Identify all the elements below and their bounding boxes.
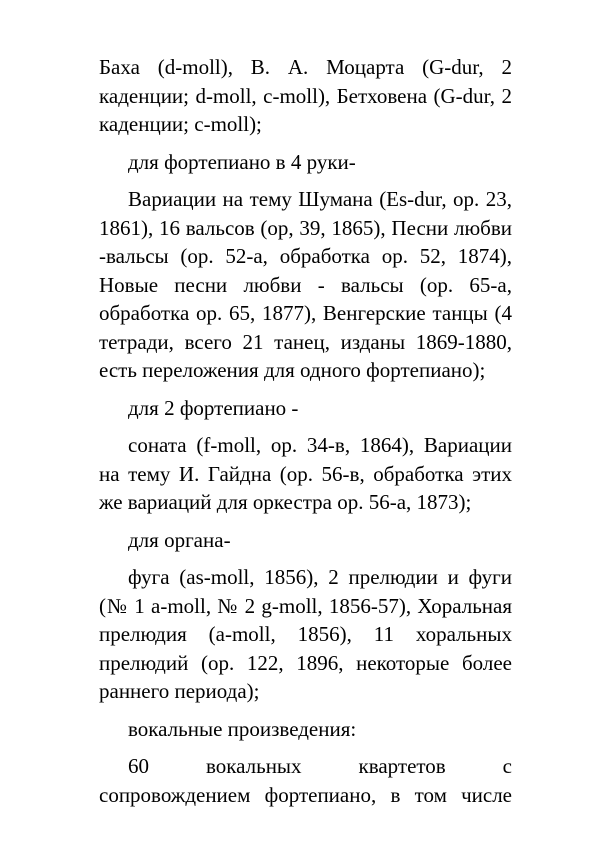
paragraph-organ-works: фуга (as-moll, 1856), 2 прелюдии и фуги (№ 1 a-moll, № 2 g-moll, 1856-57), Хоральная прелюдия (a-moll, 1856), 11 хоральных прелюдий (ор. 122, 1896, некоторые более раннего периода); xyxy=(99,565,512,703)
paragraph-vocal-quartets: 60 вокальных квартетов с сопровождением фортепиано, в том числе xyxy=(99,754,512,807)
document-page xyxy=(99,53,512,809)
heading-piano-four-hands: для фортепиано в 4 руки- xyxy=(128,149,356,174)
heading-organ: для органа- xyxy=(128,527,231,552)
paragraph-two-pianos-works: соната (f-moll, ор. 34-в, 1864), Вариации на тему И. Гайдна (ор. 56-в, обработка этих же вариаций для оркестра ор. 56-а, 1873); xyxy=(99,433,512,514)
heading-vocal-works: вокальные произведения: xyxy=(128,716,357,741)
heading-two-pianos: для 2 фортепиано - xyxy=(128,395,299,420)
paragraph-mozart-beethoven-cadenzas: Баха (d-moll), В. А. Моцарта (G-dur, 2 каденции; d-moll, c-moll), Бетховена (G-dur, 2 каденции; c-moll); xyxy=(99,55,512,136)
paragraph-piano-four-hands-works: Вариации на тему Шумана (Es-dur, ор. 23, 1861), 16 вальсов (ор, 39, 1865), Песни любви -вальсы (ор. 52-а, обработка ор. 52, 1874), Новые песни любви - вальсы (ор. 65-а, обработка ор. 65, 1877), Венгерские танцы (4 тетради, всего 21 танец, изданы 1869-1880, есть переложения для одного фортепиано); xyxy=(99,187,512,382)
